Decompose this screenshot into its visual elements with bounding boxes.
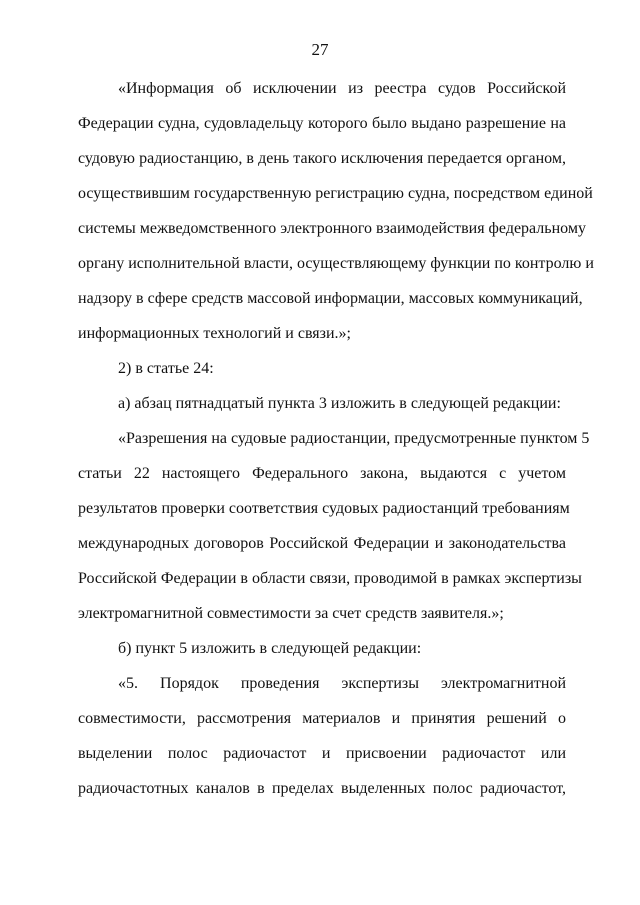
paragraph-line: результатов проверки соответствия судовых радиостанций требованиям: [78, 500, 570, 517]
paragraph-line: «Разрешения на судовые радиостанции, предусмотренные пунктом 5: [118, 430, 590, 447]
paragraph-line: судовую радиостанцию, в день такого исключения передается органом,: [78, 150, 566, 167]
paragraph-line: надзору в сфере средств массовой информации, массовых коммуникаций,: [78, 290, 583, 307]
paragraph-line: радиочастотных каналов в пределах выделенных полос радиочастот,: [78, 780, 566, 797]
paragraph-line: выделении полос радиочастот и присвоении радиочастот или: [78, 745, 566, 762]
paragraph-line: международных договоров Российской Федерации и законодательства: [78, 535, 566, 552]
paragraph-line: Федерации судна, судовладельцу которого было выдано разрешение на: [78, 115, 566, 132]
paragraph-line: осуществившим государственную регистрацию судна, посредством единой: [78, 185, 593, 202]
paragraph-line: «Информация об исключении из реестра судов Российской: [118, 80, 566, 97]
paragraph-line: Российской Федерации в области связи, проводимой в рамках экспертизы: [78, 570, 582, 587]
subitem-heading: б) пункт 5 изложить в следующей редакции:: [118, 640, 422, 657]
paragraph-line: информационных технологий и связи.»;: [78, 325, 351, 342]
list-item-heading: 2) в статье 24:: [118, 360, 214, 377]
page-number: 27: [311, 40, 329, 59]
paragraph-line: совместимости, рассмотрения материалов и принятия решений о: [78, 710, 566, 727]
paragraph-line: статьи 22 настоящего Федерального закона, выдаются с учетом: [78, 465, 566, 482]
paragraph-line: системы межведомственного электронного взаимодействия федеральному: [78, 220, 586, 237]
paragraph-line: органу исполнительной власти, осуществляющему функции по контролю и: [78, 255, 594, 272]
paragraph-line: «5. Порядок проведения экспертизы электромагнитной: [118, 675, 566, 692]
subitem-heading: а) абзац пятнадцатый пункта 3 изложить в следующей редакции:: [118, 395, 561, 412]
paragraph-line: электромагнитной совместимости за счет средств заявителя.»;: [78, 605, 504, 622]
